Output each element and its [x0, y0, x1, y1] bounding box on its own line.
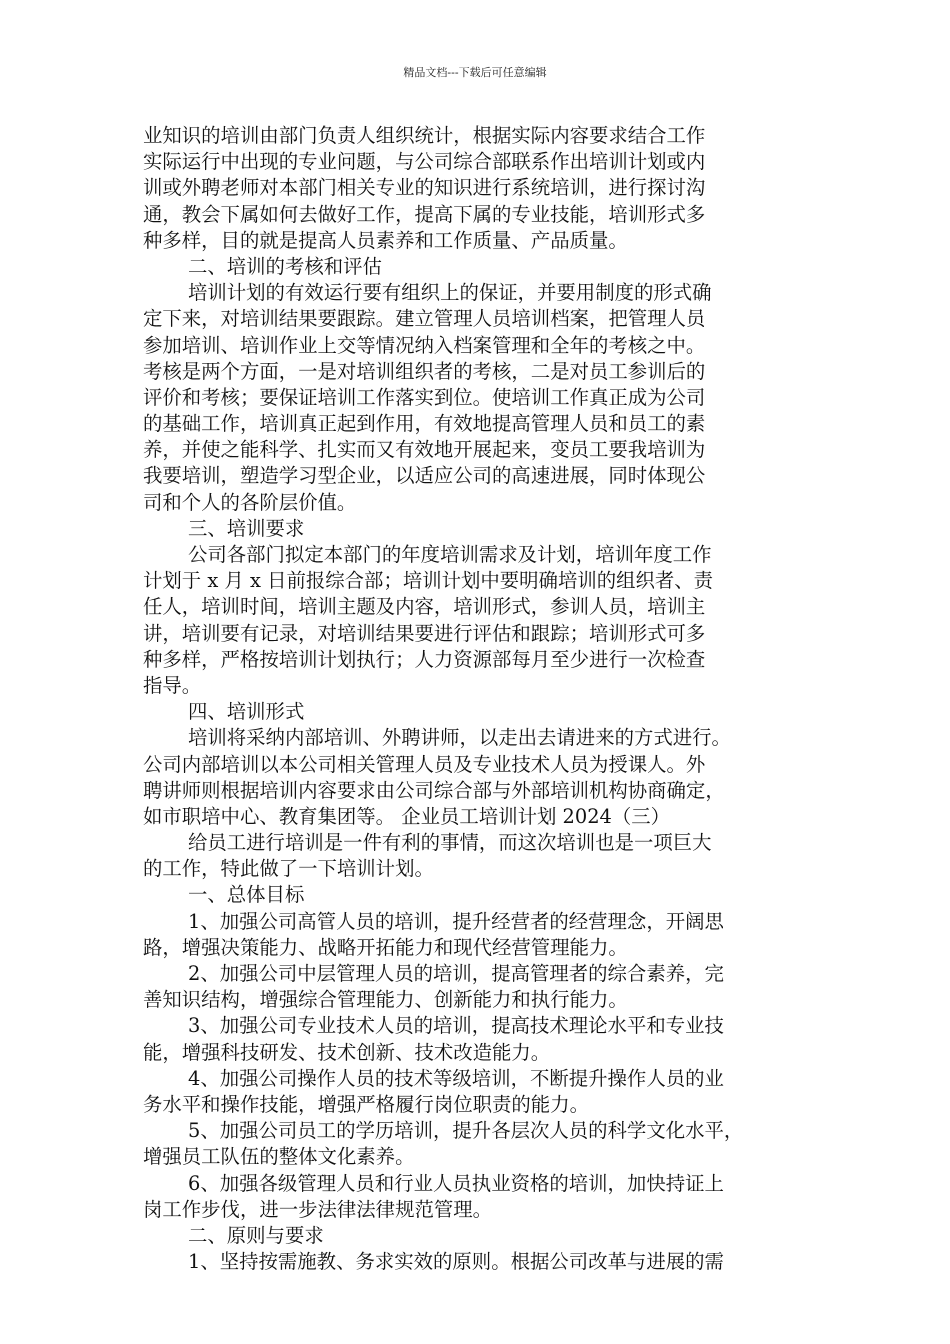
body-line: 6、加强各级管理人员和行业人员执业资格的培训，加快持证上 [188, 1171, 724, 1195]
body-line: 如市职培中心、教育集团等。 企业员工培训计划 2024（三） [143, 804, 671, 828]
body-line: 培训计划的有效运行要有组织上的保证，并要用制度的形式确 [188, 281, 712, 305]
body-line: 一、总体目标 [188, 883, 305, 907]
body-line: 养，并使之能科学、扎实而又有效地开展起来，变员工要我培训为 [143, 438, 706, 462]
body-line: 实际运行中出现的专业问题，与公司综合部联系作出培训计划或内 [143, 150, 706, 174]
body-line: 务水平和操作技能，增强严格履行岗位职责的能力。 [143, 1092, 589, 1116]
page-header: 精品文档---下载后可任意编辑 [403, 66, 547, 79]
body-line: 3、加强公司专业技术人员的培训，提高技术理论水平和专业技 [188, 1014, 724, 1038]
body-line: 的基础工作，培训真正起到作用，有效地提高管理人员和员工的素 [143, 412, 706, 436]
body-line: 训或外聘老师对本部门相关专业的知识进行系统培训，进行探讨沟 [143, 176, 706, 200]
body-line: 二、原则与要求 [188, 1223, 324, 1247]
body-line: 4、加强公司操作人员的技术等级培训，不断提升操作人员的业 [188, 1066, 724, 1090]
body-line: 的工作，特此做了一下培训计划。 [143, 857, 434, 881]
body-line: 能，增强科技研发、技术创新、技术改造能力。 [143, 1040, 551, 1064]
body-line: 种多样，严格按培训计划执行；人力资源部每月至少进行一次检查 [143, 647, 706, 671]
body-line: 培训将采纳内部培训、外聘讲师，以走出去请进来的方式进行。 [188, 726, 731, 750]
body-line: 1、坚持按需施教、务求实效的原则。根据公司改革与进展的需 [188, 1250, 724, 1274]
body-line: 路，增强决策能力、战略开拓能力和现代经营管理能力。 [143, 935, 628, 959]
body-line: 2、加强公司中层管理人员的培训，提高管理者的综合素养，完 [188, 962, 724, 985]
document-body [143, 123, 823, 1275]
body-line: 公司内部培训以本公司相关管理人员及专业技术人员为授课人。外 [143, 752, 706, 776]
body-line: 5、加强公司员工的学历培训，提升各层次人员的科学文化水平， [188, 1119, 744, 1143]
body-line: 司和个人的各阶层价值。 [143, 490, 357, 514]
body-line: 三、培训要求 [188, 516, 305, 540]
body-line: 定下来，对培训结果要跟踪。建立管理人员培训档案，把管理人员 [143, 307, 706, 331]
body-line: 讲，培训要有记录，对培训结果要进行评估和跟踪；培训形式可多 [143, 621, 706, 645]
body-line: 1、加强公司高管人员的培训，提升经营者的经营理念，开阔思 [188, 909, 724, 933]
body-line: 指导。 [143, 673, 202, 697]
body-line: 我要培训，塑造学习型企业，以适应公司的高速进展，同时体现公 [143, 464, 706, 488]
body-line: 四、培训形式 [188, 700, 305, 724]
body-line: 种多样，目的就是提高人员素养和工作质量、产品质量。 [143, 228, 628, 252]
body-line: 给员工进行培训是一件有利的事情，而这次培训也是一项巨大 [188, 831, 712, 855]
body-line: 增强员工队伍的整体文化素养。 [143, 1145, 415, 1169]
body-line: 聘讲师则根据培训内容要求由公司综合部与外部培训机构协商确定， [143, 778, 725, 802]
body-line: 善知识结构，增强综合管理能力、创新能力和执行能力。 [143, 988, 628, 1012]
body-line: 任人，培训时间，培训主题及内容，培训形式，参训人员，培训主 [143, 595, 706, 619]
body-line: 公司各部门拟定本部门的年度培训需求及计划，培训年度工作 [188, 543, 712, 566]
body-line: 参加培训、培训作业上交等情况纳入档案管理和全年的考核之中。 [143, 333, 706, 357]
body-line: 业知识的培训由部门负责人组织统计，根据实际内容要求结合工作 [143, 124, 706, 147]
body-line: 评价和考核；要保证培训工作落实到位。使培训工作真正成为公司 [143, 385, 706, 409]
body-line: 二、培训的考核和评估 [188, 254, 382, 278]
body-line: 通，教会下属如何去做好工作，提高下属的专业技能，培训形式多 [143, 202, 706, 226]
body-line: 岗工作步伐，进一步法律法律规范管理。 [143, 1197, 493, 1221]
body-line: 考核是两个方面，一是对培训组织者的考核，二是对员工参训后的 [143, 359, 706, 383]
body-line: 计划于 x 月 x 日前报综合部；培训计划中要明确培训的组织者、责 [143, 569, 714, 593]
